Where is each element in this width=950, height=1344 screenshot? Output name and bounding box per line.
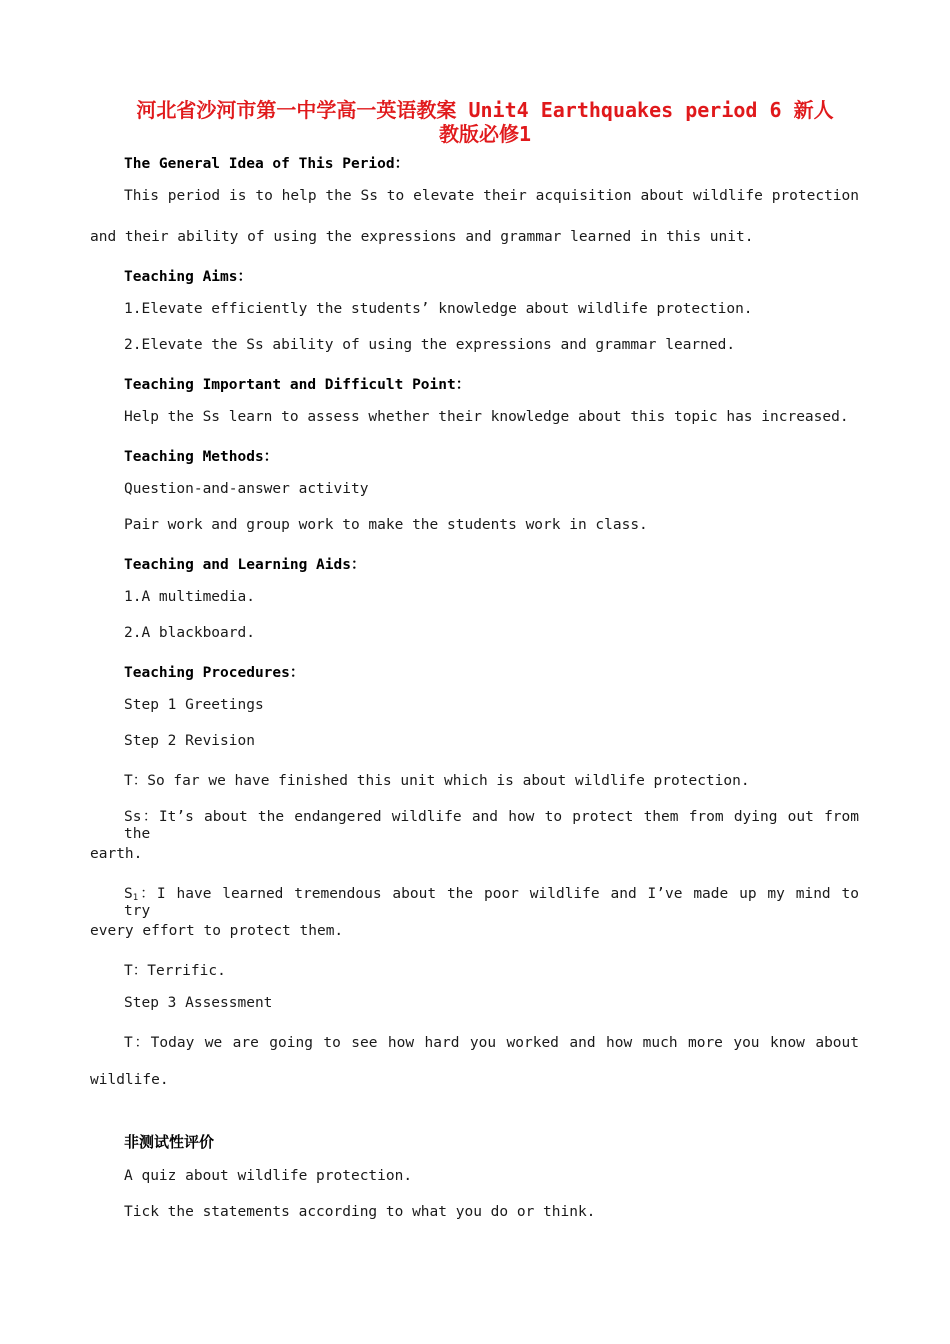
teaching-methods-heading: Teaching Methods： bbox=[124, 449, 279, 465]
title-line-1: 河北省沙河市第一中学高一英语教案 Unit4 Earthquakes period 6 新人 bbox=[136, 98, 834, 122]
step-2-label: Step 2 Revision bbox=[124, 733, 255, 749]
student1-subscript: 1 bbox=[132, 893, 139, 903]
learning-aid-item: 1.A multimedia. bbox=[124, 589, 255, 605]
student1-prefix: S bbox=[124, 886, 133, 902]
teaching-procedures-heading: Teaching Procedures： bbox=[124, 665, 305, 681]
teaching-aim-item: 1.Elevate efficiently the students’ knowledge about wildlife protection. bbox=[124, 301, 753, 317]
teacher-line-2: T：Terrific. bbox=[124, 963, 226, 979]
student1-text: ：I have learned tremendous about the poor wildlife and I’ve made up my mind to try bbox=[124, 886, 859, 919]
teaching-aim-item: 2.Elevate the Ss ability of using the expressions and grammar learned. bbox=[124, 337, 736, 353]
step-1-label: Step 1 Greetings bbox=[124, 697, 264, 713]
teaching-method-item: Question-and-answer activity bbox=[124, 481, 369, 497]
students-reply-line-2: earth. bbox=[90, 846, 143, 862]
title-line-2: 教版必修1 bbox=[438, 122, 532, 146]
non-test-assessment-heading: 非测试性评价 bbox=[124, 1133, 215, 1151]
teacher-line-3: T：Today we are going to see how hard you worked and how much more you know about bbox=[124, 1035, 859, 1051]
student1-reply-line-2: every effort to protect them. bbox=[90, 923, 344, 939]
learning-aids-heading: Teaching and Learning Aids： bbox=[124, 557, 366, 573]
important-point-text: Help the Ss learn to assess whether their knowledge about this topic has increased. bbox=[124, 409, 849, 425]
general-idea-heading: The General Idea of This Period： bbox=[124, 156, 410, 172]
student1-reply-line-1 bbox=[124, 882, 859, 919]
important-point-heading: Teaching Important and Difficult Point： bbox=[124, 377, 471, 393]
teacher-line-3-continued: wildlife. bbox=[90, 1072, 169, 1088]
general-idea-text-line-1: This period is to help the Ss to elevate their acquisition about wildlife protection bbox=[124, 188, 859, 204]
step-3-label: Step 3 Assessment bbox=[124, 995, 273, 1011]
teaching-method-item: Pair work and group work to make the students work in class. bbox=[124, 517, 648, 533]
students-reply-line-1: Ss：It’s about the endangered wildlife and how to protect them from dying out from the bbox=[124, 809, 859, 842]
general-idea-text-line-2: and their ability of using the expressions and grammar learned in this unit. bbox=[90, 229, 754, 245]
document-title bbox=[90, 98, 880, 146]
tick-instruction: Tick the statements according to what you do or think. bbox=[124, 1204, 596, 1220]
teacher-line-1: T：So far we have finished this unit which is about wildlife protection. bbox=[124, 773, 750, 789]
quiz-intro: A quiz about wildlife protection. bbox=[124, 1168, 413, 1184]
teaching-aims-heading: Teaching Aims： bbox=[124, 269, 252, 285]
learning-aid-item: 2.A blackboard. bbox=[124, 625, 255, 641]
